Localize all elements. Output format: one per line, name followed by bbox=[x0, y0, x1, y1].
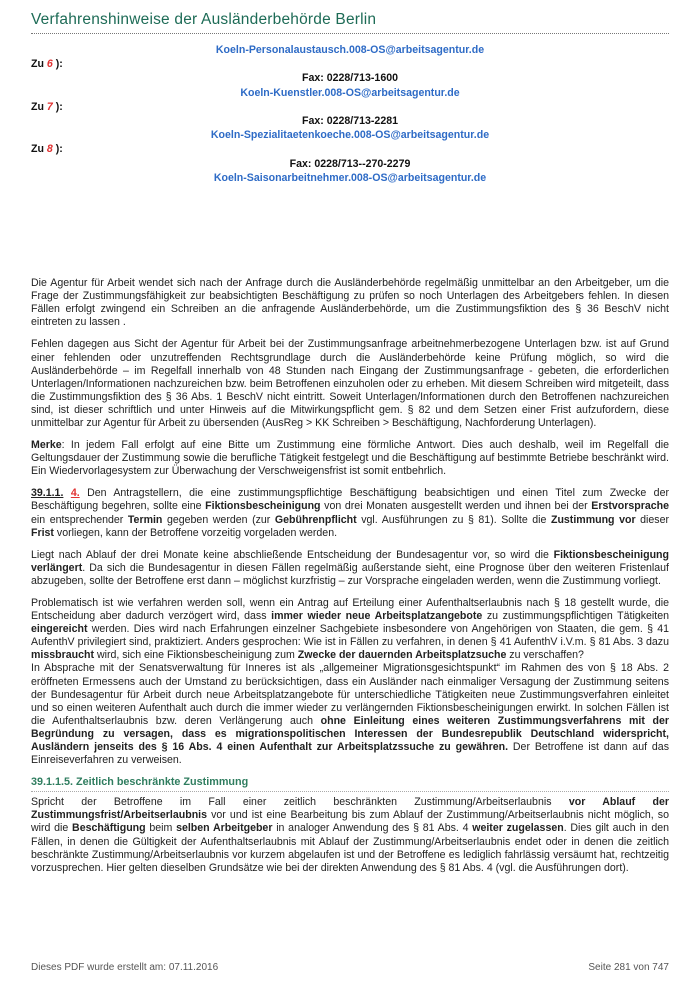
paragraph-fehlen: Fehlen dagegen aus Sicht der Agentur für Arbeit bei der Zustimmungsanfrage arbeitnehmerbezogene Unterlagen bzw. ist auf Grund einer fehlenden oder unzutreffenden Rechtsgrundlage durch die Ausländerbehörde keine Prüfung möglich, so wird die Ausländerbehörde – im Regelfall innerhalb von 48 Stunden nach Eingang der Zustimmungsanfrage - gebeten, die erforderlichen Unterlagen/Informationen nachzureichen bzw. beim Betroffenen einzuholen oder zu erheben. Mit diesem Schreiben wird mitgeteilt, dass die Zustimmungsfiktion des § 36 Abs. 1 BeschV nicht eintritt. Soweit Unterlagen/Informationen durch den Betroffenen nachzureichen sind, ist dieser schriftlich und unter Hinweis auf die Mitwirkungspflicht gem. § 82 und dem Setzen einer Frist aufzufordern, diese unmittelbar zur Agentur für Arbeit zu übersenden (AusReg > KK Schreiben > Beschäftigung, Nachforderung Unterlagen). bbox=[31, 338, 669, 429]
section-heading-39-1-1-5: 39.1.1.5. Zeitlich beschränkte Zustimmung bbox=[31, 776, 669, 792]
fax-line-7: Fax: 0228/713-2281 bbox=[301, 115, 398, 128]
paragraph-merke: Merke: In jedem Fall erfolgt auf eine Bitte um Zustimmung eine förmliche Antwort. Dies auch deshalb, weil im Regelfall die Geltungsdauer der Zustimmung sowie die berufliche Tätigkeit festgelegt und die Beschäftigung auf bestimmte Betriebe beschränkt wird. Ein Wiedervorlagesystem zur Überwachung der Verschweigensfrist ist somit entbehrlich. bbox=[31, 439, 669, 478]
paragraph-absprache: In Absprache mit der Senatsverwaltung für Inneres ist als „allgemeiner Migrationsgesichtspunkt“ im Rahmen des von § 18 Abs. 2 eröffneten Ermessens auch der Umstand zu berücksichtigen, dass ein Ausländer nach einmaliger Versagung der Zustimmung seitens der Bundesagentur für Arbeit durch neue Arbeitsplatzangebote für unterschiedliche Tätigkeiten neue Zustimmungsverfahren einleitet und so einen weiteren Aufenthalt auch durch die immer wieder zu verlängernden Fiktionsbescheinigungen erwirkt. In solchen Fällen ist die Aufenthaltserlaubnis bzw. deren Verlängerung auch ohne Einleitung eines weiteren Zustimmungsverfahrens mit der Begründung zu versagen, dass es migrationspolitischen Interessen der Bundesrepublik Deutschland widerspricht, Ausländern jenseits des § 16 Abs. 4 einen Aufenthalt zur Arbeitsplatzssuche zu gewähren. Der Betroffene ist dann auf das Einreiseverfahren zu verweisen. bbox=[31, 662, 670, 767]
zu-7-label: Zu 7 ): bbox=[31, 100, 63, 113]
title-divider bbox=[31, 33, 669, 34]
footer-created-date: Dieses PDF wurde erstellt am: 07.11.2016 bbox=[31, 962, 219, 973]
paragraph-problematisch: Problematisch ist wie verfahren werden soll, wenn ein Antrag auf Erteilung einer Aufenthaltserlaubnis nach § 18 gestellt wurde, die Entscheidung aber dadurch verzögert wird, dass immer wieder neue Arbeitsplatzangebote zu zustimmungspflichtigen Tätigkeiten eingereicht werden. Dies wird nach Erfahrungen einzelner Sachgebiete insbesondere von Angehörigen von Staaten, die gem. § 41 AufenthV privilegiert sind, praktiziert. Anders gesprochen: Wie ist in Fällen zu verfahren, in denen § 41 AufenthV i.V.m. § 81 Abs. 3 dazu missbraucht wird, sich eine Fiktionsbescheinigung zum Zwecke der dauernden Arbeitsplatzsuche zu verschaffen? bbox=[31, 597, 669, 662]
paragraph-liegt: Liegt nach Ablauf der drei Monate keine abschließende Entscheidung der Bundesagentur vor, so wird die Fiktionsbescheinigung verlängert. Da sich die Bundesagentur in diesen Fällen regelmäßig außerstande sieht, eine Prognose über den weiteren Fristenlauf abzugeben, sollte der Betroffene erst dann – möglichst kurzfristig – zur Vorsprache eingeladen werden, wenn die Zustimmung vorliegt. bbox=[31, 548, 669, 587]
zu-6-label: Zu 6 ): bbox=[31, 58, 63, 71]
fax-line-8: Fax: 0228/713--270-2279 bbox=[289, 157, 411, 170]
page-title: Verfahrenshinweise der Ausländerbehörde Berlin bbox=[31, 11, 377, 28]
document-body bbox=[31, 277, 669, 875]
email-link-saisonarbeitnehmer[interactable]: Koeln-Saisonarbeitnehmer.008-OS@arbeitsagentur.de bbox=[213, 171, 487, 184]
paragraph-spricht: Spricht der Betroffene im Fall einer zeitlich beschränkten Zustimmung/Arbeitserlaubnis vor Ablauf der Zustimmungsfrist/Arbeitserlaubnis vor und ist eine Bearbeitung bis zum Ablauf der Zustimmung/Arbeitserlaubnis nicht möglich, so wird die Beschäftigung beim selben Arbeitgeber in analoger Anwendung des § 81 Abs. 4 weiter zugelassen. Dies gilt auch in den Fällen, in denen die Gültigkeit der Aufenthaltserlaubnis mit Ablauf der Zustimmung/Arbeitserlaubnis endet oder in denen die zeitlich beschränkte Zustimmung/Arbeitserlaubnis vor kurzem abgelaufen ist und der Betroffene es lediglich fahrlässig versäumt hat, rechtzeitig vorzusprechen. Hier gelten dieselben Grundsätze wie bei der direkten Anwendung des § 81 Abs. 4 (vgl. die Ausführungen dort). bbox=[31, 796, 669, 874]
footer-page-number: Seite 281 von 747 bbox=[588, 962, 669, 973]
page-footer bbox=[31, 962, 669, 973]
fax-line-6: Fax: 0228/713-1600 bbox=[301, 72, 398, 85]
email-link-kuenstler[interactable]: Koeln-Kuenstler.008-OS@arbeitsagentur.de bbox=[240, 86, 460, 99]
contact-block bbox=[31, 43, 669, 185]
paragraph-agentur: Die Agentur für Arbeit wendet sich nach der Anfrage durch die Ausländerbehörde regelmäßig unmittelbar an den Arbeitgeber, um die Frage der Zustimmungsfähigkeit zur beabsichtigten Beschäftigung zu prüfen so noch Unterlagen des Arbeitgebers fehlen. In diesen Fällen erfolgt zwingend ein Schreiben an die anfragende Ausländerbehörde, um die Zustimmungsfiktion des § 36 BeschV nicht eintreten zu lassen . bbox=[31, 277, 669, 329]
paragraph-39-1-1-4: 39.1.1. 4. Den Antragstellern, die eine zustimmungspflichtige Beschäftigung beabsichtigen und einen Titel zum Zwecke der Beschäftigung begehren, sollte eine Fiktionsbescheinigung von drei Monaten ausgestellt werden und ihnen bei der Erstvorsprache ein entsprechender Termin gegeben werden (zur Gebührenpflicht vgl. Ausführungen zu § 81). Sollte die Zustimmung vor dieser Frist vorliegen, kann der Betroffene vorzeitig vorgeladen werden. bbox=[31, 487, 670, 539]
email-link-spezialitaetenkoeche[interactable]: Koeln-Spezialitaetenkoeche.008-OS@arbeitsagentur.de bbox=[210, 129, 490, 142]
zu-8-label: Zu 8 ): bbox=[31, 143, 63, 156]
email-link-personalaustausch[interactable]: Koeln-Personalaustausch.008-OS@arbeitsagentur.de bbox=[215, 44, 485, 56]
